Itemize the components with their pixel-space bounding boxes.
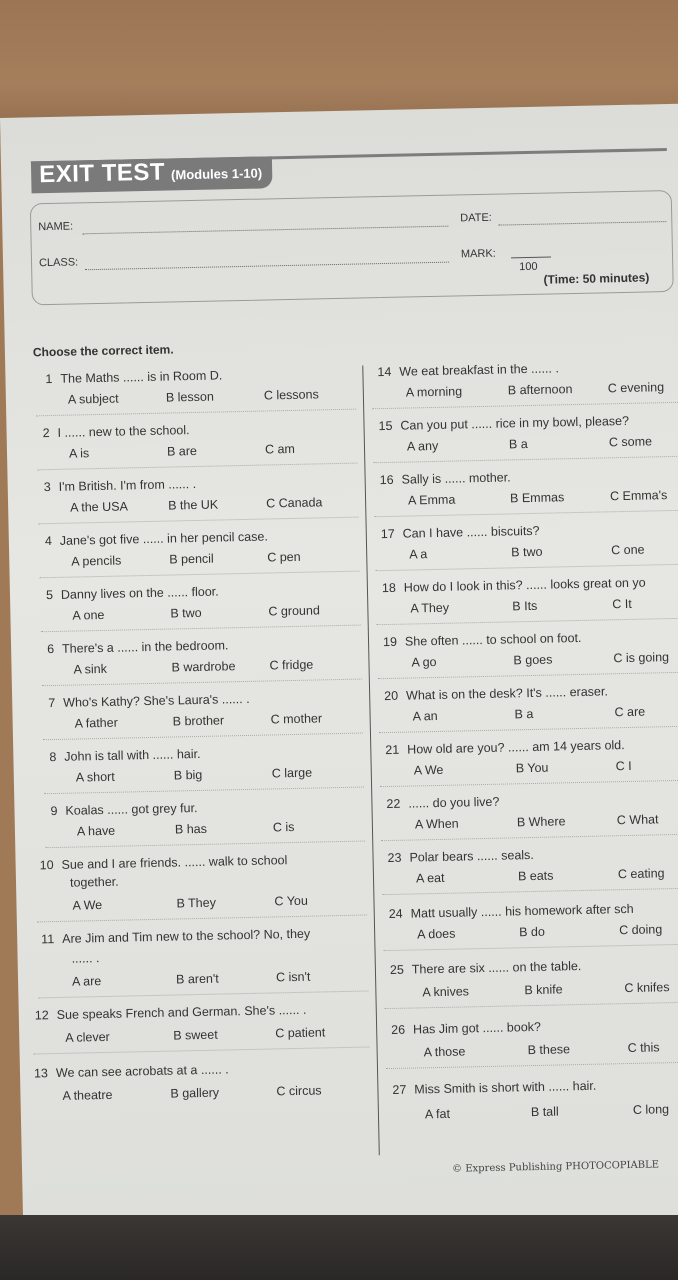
separator [41,625,361,633]
option-c[interactable]: C large [271,765,313,781]
question-text: How do I look in this? ...... looks great on yo [403,575,646,595]
separator [38,517,358,525]
option-c[interactable]: C lessons [263,387,319,403]
separator [40,571,360,579]
option-b[interactable]: B big [173,767,203,783]
question-number: 15 [378,418,393,434]
option-b[interactable]: B Where [516,814,566,830]
question-text: We eat breakfast in the ...... . [399,361,559,379]
option-a[interactable]: A subject [67,391,119,407]
question-number: 20 [384,688,399,704]
time-note: (Time: 50 minutes) [543,270,650,287]
option-c[interactable]: C circus [276,1083,322,1099]
option-b[interactable]: B has [174,821,208,837]
date-label: DATE: [460,211,492,225]
question-number: 17 [380,526,395,542]
option-b[interactable]: B afternoon [507,382,573,398]
question-text: Sue speaks French and German. She's ...... . [56,1002,307,1023]
question-number: 5 [45,587,54,603]
option-a[interactable]: A are [71,974,102,989]
question-number: 22 [386,796,401,812]
separator [37,463,357,471]
question-text-continued: together. [69,874,119,890]
question-number: 24 [388,906,403,922]
title-tab [31,156,272,193]
option-c[interactable]: C is [272,819,295,835]
option-a[interactable]: A knives [422,984,470,1000]
question-text: We can see acrobats at a ...... . [55,1062,229,1081]
question-number: 27 [392,1082,407,1097]
option-c[interactable]: C What [616,812,659,828]
question-number: 21 [385,742,400,758]
question-text: Koalas ...... got grey fur. [65,801,198,818]
question-number: 8 [49,749,57,765]
option-c[interactable]: C are [614,704,646,720]
separator [380,780,678,787]
question-text: Danny lives on the ...... floor. [60,584,219,602]
question-number: 18 [381,580,396,596]
option-b[interactable]: B do [519,924,546,940]
option-b[interactable]: B tall [530,1104,559,1120]
student-info-box [30,190,674,305]
option-a[interactable]: A morning [405,384,463,400]
option-c[interactable]: C fridge [269,657,314,673]
question-number: 26 [391,1022,406,1038]
column-divider [362,365,380,1155]
separator [382,888,678,895]
mark-label: MARK: [460,247,496,261]
question-number: 16 [379,472,394,488]
question-number: 23 [387,850,402,866]
question-text-continued: ...... . [71,951,100,966]
question-text: Are Jim and Tim new to the school? No, they [62,926,311,946]
question-text: Has Jim got ...... book? [412,1019,542,1037]
option-c[interactable]: C isn't [275,969,311,985]
option-a[interactable]: A They [410,600,450,616]
option-b[interactable]: B a [514,706,534,722]
option-c[interactable]: C eating [617,866,665,882]
option-a[interactable]: A have [76,823,116,839]
separator [372,402,678,409]
option-c[interactable]: C knifes [624,980,670,996]
question-text: I ...... new to the school. [57,423,190,440]
option-a[interactable]: A Emma [407,492,456,508]
option-a[interactable]: A pencils [71,553,122,569]
option-c[interactable]: C doing [618,922,663,938]
separator [381,834,678,841]
option-a[interactable]: A We [72,898,103,913]
class-label: CLASS: [38,256,79,270]
option-b[interactable]: B aren't [175,971,219,987]
option-b[interactable]: B They [176,895,217,911]
option-a[interactable]: A one [72,607,105,623]
option-b[interactable]: B knife [524,982,563,998]
option-b[interactable]: B these [527,1042,571,1058]
option-a[interactable]: A sink [73,661,108,677]
question-number: 3 [43,480,51,495]
option-c[interactable]: C mother [270,711,323,727]
option-b[interactable]: B pencil [169,551,214,567]
option-b[interactable]: B two [170,605,202,621]
option-c[interactable]: C this [627,1040,660,1056]
question-number: 1 [45,371,53,387]
option-c[interactable]: C Canada [265,495,323,511]
question-number: 2 [42,426,50,441]
question-number: 10 [39,858,54,873]
option-b[interactable]: B gallery [170,1085,220,1101]
option-a[interactable]: A fat [424,1106,451,1122]
option-c[interactable]: C pen [267,549,301,565]
option-c[interactable]: C one [611,542,645,558]
exit-test-sheet [0,104,678,1230]
separator [34,1046,370,1054]
option-b[interactable]: B eats [517,868,554,884]
question-text: Sue and I are friends. ...... walk to school [61,853,288,872]
test-subtitle: (Modules 1-10) [170,165,263,183]
separator [45,841,365,849]
option-b[interactable]: B the UK [168,497,219,513]
option-b[interactable]: B goes [513,652,553,668]
question-text: Matt usually ...... his homework after sch [410,901,634,921]
option-a[interactable]: A We [413,762,444,778]
option-c[interactable]: C evening [607,380,665,396]
question-text: Who's Kathy? She's Laura's ...... . [63,691,250,710]
question-text: Can I have ...... biscuits? [402,523,540,541]
question-number: 12 [34,1008,49,1023]
question-number: 25 [389,962,404,978]
separator [377,618,678,625]
option-b[interactable]: B brother [172,713,225,729]
option-c[interactable]: C It [612,596,632,612]
option-a[interactable]: A father [74,715,118,731]
option-a[interactable]: A does [417,926,456,942]
option-a[interactable]: A When [414,816,459,832]
option-a[interactable]: A those [423,1044,466,1060]
option-c[interactable]: C patient [275,1025,326,1041]
question-text: How old are you? ...... am 14 years old. [407,738,625,757]
separator [374,510,678,517]
option-b[interactable]: B wardrobe [171,659,236,675]
option-b[interactable]: B two [511,544,543,560]
question-text: Miss Smith is short with ...... hair. [414,1078,597,1097]
option-a[interactable]: A eat [415,870,445,886]
mark-denominator: 100 [519,260,538,274]
separator [38,990,368,998]
option-c[interactable]: C You [274,893,308,909]
question-text: There's a ...... in the bedroom. [61,638,229,656]
question-number: 4 [44,534,52,549]
option-a[interactable]: A clever [65,1029,110,1045]
question-text: Jane's got five ...... in her pencil case. [59,529,268,548]
option-b[interactable]: B lesson [165,389,214,405]
separator [44,787,364,795]
separator [379,726,678,733]
option-c[interactable]: C ground [268,603,320,619]
test-title: EXIT TEST [38,158,166,189]
option-a[interactable]: A is [68,446,90,461]
question-number: 14 [377,364,392,380]
option-a[interactable]: A an [412,708,438,724]
question-text: Can you put ...... rice in my bowl, please? [400,413,630,433]
copyright-note: © Express Publishing PHOTOCOPIABLE [451,1159,660,1175]
question-number: 11 [41,932,55,947]
option-b[interactable]: B a [508,437,528,452]
separator [42,679,362,687]
option-b[interactable]: B You [515,760,549,776]
separator [384,944,678,951]
option-a[interactable]: A short [75,769,115,785]
option-a[interactable]: A a [409,547,428,562]
option-c[interactable]: C long [632,1102,670,1117]
option-c[interactable]: C I [615,758,632,774]
separator [376,564,678,571]
option-b[interactable]: B sweet [173,1027,218,1043]
question-number: 19 [382,634,398,650]
option-c[interactable]: C Emma's [609,488,668,504]
option-c[interactable]: C am [264,441,296,457]
question-number: 7 [48,695,56,711]
question-number: 6 [46,641,55,657]
separator [43,733,363,741]
option-c[interactable]: C is going [613,650,670,666]
question-number: 13 [33,1066,49,1081]
question-number: 9 [50,803,58,819]
question-text: Sally is ...... mother. [401,470,511,487]
question-text: She often ...... to school on foot. [404,630,582,649]
instruction: Choose the correct item. [32,342,174,360]
question-text: John is tall with ...... hair. [64,746,201,764]
question-text: ...... do you live? [408,794,500,811]
separator [373,456,678,463]
separator [378,672,678,679]
separator [386,1062,678,1069]
separator [36,409,356,417]
desk-background-bottom [0,1215,678,1280]
option-b[interactable]: B Emmas [509,490,565,506]
option-c[interactable]: C some [608,434,653,450]
question-text: There are six ...... on the table. [411,959,582,977]
separator [385,1002,678,1009]
separator [37,914,367,922]
option-a[interactable]: A go [411,654,437,670]
question-text: I'm British. I'm from ...... . [58,476,197,494]
name-label: NAME: [38,220,74,234]
option-a[interactable]: A the USA [70,499,128,515]
question-text: The Maths ...... is in Room D. [60,368,223,386]
question-text: Polar bears ...... seals. [409,847,534,865]
option-a[interactable]: A theatre [62,1087,113,1103]
option-b[interactable]: B are [166,443,198,459]
option-b[interactable]: B Its [512,598,538,614]
question-text: What is on the desk? It's ...... eraser. [405,684,608,703]
option-a[interactable]: A any [406,438,439,454]
